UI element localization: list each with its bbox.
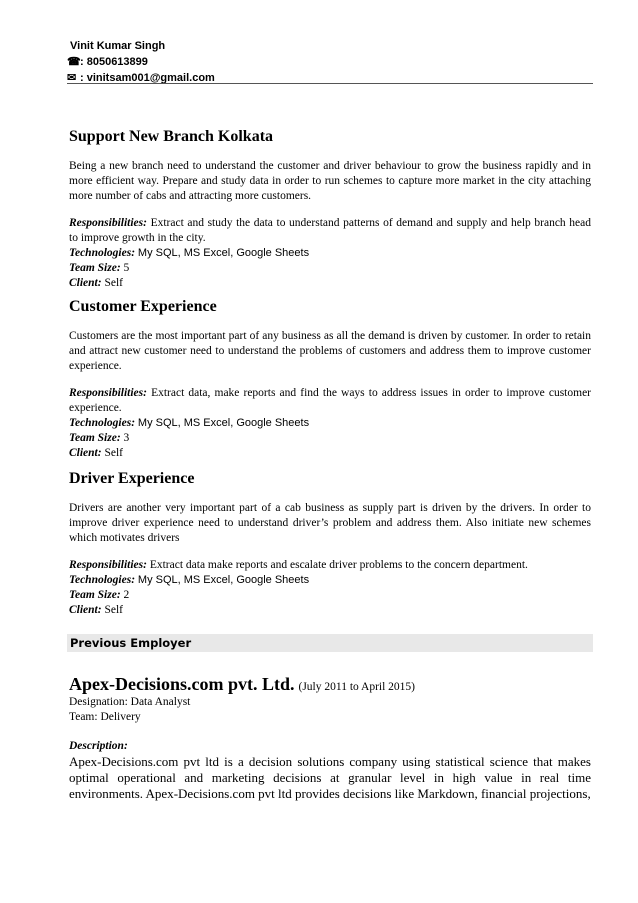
phone-number: : 8050613899: [80, 56, 148, 68]
responsibilities-text: Extract and study the data to understand patterns of demand and supply and help branch head to improve growth in the city.: [69, 217, 591, 244]
team-size-value: 5: [123, 262, 130, 274]
previous-employer-heading-bar: [67, 634, 593, 652]
project-customer-experience: [69, 298, 591, 461]
team: Team: Delivery: [69, 711, 141, 723]
project-title: Support New Branch Kolkata: [69, 128, 274, 145]
responsibilities-label: Responsibilities:: [69, 217, 147, 229]
client-value: Self: [104, 447, 123, 459]
team-size-label: Team Size:: [69, 589, 121, 601]
designation: Designation: Data Analyst: [69, 696, 191, 708]
phone-icon: ☎: [67, 56, 81, 68]
project-responsibilities: [69, 386, 591, 416]
project-responsibilities: [69, 558, 591, 573]
responsibilities-text: Extract data make reports and escalate driver problems to the concern department.: [149, 559, 528, 571]
company-line: [69, 674, 591, 695]
technologies-value: My SQL, MS Excel, Google Sheets: [137, 574, 310, 586]
project-title: Driver Experience: [69, 470, 195, 487]
project-description: Customers are the most important part of any business as all the demand is driven by customer. In order to retain and attract new customer need to understand the problems of customers and address them to improve customer experience.: [69, 330, 591, 372]
responsibilities-label: Responsibilities:: [69, 559, 147, 571]
project-responsibilities: [69, 216, 591, 246]
company-name: Apex-Decisions.com pvt. Ltd.: [69, 674, 295, 694]
description-label: Description:: [69, 740, 128, 752]
client-label: Client:: [69, 277, 102, 289]
project-team-size: [69, 588, 591, 603]
technologies-label: Technologies:: [69, 247, 136, 259]
technologies-value: My SQL, MS Excel, Google Sheets: [137, 417, 310, 429]
project-driver-experience: [69, 470, 591, 618]
company-description: Apex-Decisions.com pvt ltd is a decision solutions company using statistical science that makes optimal operational and marketing decisions at granular level in high value in real time environments. Apex-Decisions.com pvt ltd provides decisions like Markdown, financial projections,: [69, 754, 591, 801]
project-description: Drivers are another very important part of a cab business as supply part is driven by the drivers. In order to improve driver experience need to understand driver’s problem and address them. Also initiate new schemes which motivates drivers: [69, 502, 591, 544]
phone-line: [67, 54, 593, 70]
technologies-label: Technologies:: [69, 417, 136, 429]
responsibilities-label: Responsibilities:: [69, 387, 147, 399]
envelope-icon: ✉: [67, 72, 77, 84]
responsibilities-text: Extract data, make reports and find the ways to address issues in order to improve customer experience.: [69, 387, 592, 414]
project-description: Being a new branch need to understand the customer and driver behaviour to grow the business rapidly and in more efficient way. Prepare and study data in order to run schemes to capture more market in the city attaching more number of cabs and attracting more customers.: [69, 160, 591, 202]
team-size-value: 2: [123, 589, 130, 601]
client-value: Self: [104, 604, 123, 616]
team-size-label: Team Size:: [69, 432, 121, 444]
header-divider: [67, 83, 593, 84]
previous-employer-heading: Previous Employer: [70, 636, 192, 650]
email-address: : vinitsam001@gmail.com: [80, 72, 215, 84]
team-size-label: Team Size:: [69, 262, 121, 274]
client-value: Self: [104, 277, 123, 289]
project-technologies: [69, 246, 591, 261]
project-technologies: [69, 573, 591, 588]
client-label: Client:: [69, 447, 102, 459]
project-client: [69, 276, 591, 291]
project-client: [69, 603, 591, 618]
project-team-size: [69, 431, 591, 446]
project-client: [69, 446, 591, 461]
project-support-new-branch: [69, 128, 591, 291]
client-label: Client:: [69, 604, 102, 616]
technologies-value: My SQL, MS Excel, Google Sheets: [137, 247, 310, 259]
contact-header: [67, 38, 593, 86]
team-size-value: 3: [123, 432, 130, 444]
project-title: Customer Experience: [69, 298, 217, 315]
technologies-label: Technologies:: [69, 574, 136, 586]
candidate-name: Vinit Kumar Singh: [70, 40, 166, 52]
employment-dates: (July 2011 to April 2015): [298, 681, 415, 693]
project-technologies: [69, 416, 591, 431]
previous-employer-entry: [69, 674, 591, 802]
project-team-size: [69, 261, 591, 276]
